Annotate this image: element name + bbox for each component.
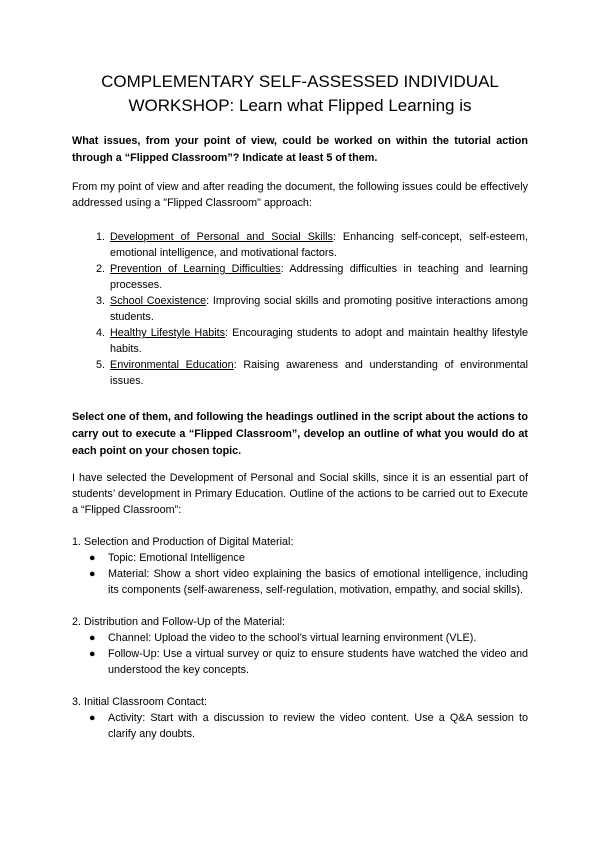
issues-list (72, 229, 528, 389)
document-body (72, 133, 528, 742)
list-item: ● Channel: Upload the video to the school’s virtual learning environment (VLE). (89, 632, 477, 644)
bullet-icon: ● (89, 632, 96, 644)
list-item: ● Topic: Emotional Intelligence (89, 552, 245, 564)
section-heading-1: 1. Selection and Production of Digital Material: (72, 536, 294, 548)
question-1: What issues, from your point of view, could be worked on within the tutorial action through a “Flipped Classroom”? Indicate at least 5 of them. (72, 135, 528, 164)
list-item (108, 261, 528, 293)
bullet-icon: ● (89, 568, 96, 580)
section-2-bullets (72, 630, 528, 678)
section-1-bullets (72, 550, 528, 598)
issue-description: : Improving social skills and promoting positive interactions among students. (110, 295, 528, 323)
list-item (108, 293, 528, 325)
issue-description: : Encouraging students to adopt and maintain healthy lifestyle habits. (110, 327, 529, 355)
question-2: Select one of them, and following the headings outlined in the script about the actions to carry out to execute a “Flipped Classroom”, develop an outline of what you would do at each point on your chosen topic. (72, 411, 528, 457)
issue-term: School Coexistence (110, 295, 207, 307)
issue-term: Prevention of Learning Difficulties (110, 263, 281, 275)
list-item (108, 229, 528, 261)
list-item: ● Material: Show a short video explaining the basics of emotional intelligence, including its components (self-awareness, self-regulation, motivation, empathy, and social skills). (89, 568, 528, 596)
section-heading-2: 2. Distribution and Follow-Up of the Material: (72, 616, 286, 628)
issue-term: Environmental Education (110, 359, 234, 371)
issue-description: : Enhancing self-concept, self-esteem, emotional intelligence, and motivational factors. (110, 231, 528, 259)
intro-paragraph-2: I have selected the Development of Personal and Social skills, since it is an essential part of students’ development in Primary Education. Outline of the actions to be carried out to Execute a “Flipped Classroom”: (72, 472, 528, 516)
issue-description: : Addressing difficulties in teaching and learning processes. (110, 263, 528, 291)
list-item (108, 357, 528, 389)
intro-paragraph-1: From my point of view and after reading the document, the following issues could be effectively addressed using a "Flipped Classroom" approach: (72, 181, 528, 209)
bullet-icon: ● (89, 712, 96, 724)
list-item: ● Activity: Start with a discussion to review the video content. Use a Q&A session to clarify any doubts. (89, 712, 528, 740)
section-heading-3: 3. Initial Classroom Contact: (72, 696, 208, 708)
issue-term: Development of Personal and Social Skills (110, 231, 333, 243)
title-line-1: COMPLEMENTARY SELF-ASSESSED INDIVIDUAL (101, 72, 499, 91)
issue-description: : Raising awareness and understanding of environmental issues. (110, 359, 528, 387)
bullet-icon: ● (89, 648, 96, 660)
issue-term: Healthy Lifestyle Habits (110, 327, 226, 339)
list-item (108, 325, 528, 357)
bullet-icon: ● (89, 552, 96, 564)
section-3-bullets (72, 710, 528, 742)
title-line-2: WORKSHOP: Learn what Flipped Learning is (128, 96, 472, 115)
document-title (60, 70, 540, 118)
list-item: ● Follow-Up: Use a virtual survey or quiz to ensure students have watched the video and understood the key concepts. (89, 648, 528, 676)
